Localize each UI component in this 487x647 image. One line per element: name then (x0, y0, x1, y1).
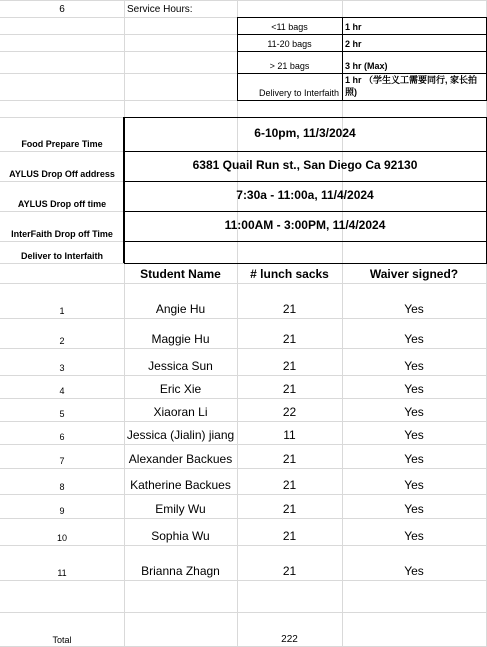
waiver-signed-cell[interactable]: Yes (404, 452, 424, 466)
column-header-student-name[interactable]: Student Name (140, 267, 221, 281)
grid-line (237, 100, 487, 101)
info-value-aylus-drop-off-time[interactable]: 7:30a - 11:00a, 11/4/2024 (236, 188, 374, 202)
waiver-signed-cell[interactable]: Yes (404, 332, 424, 346)
lunch-sacks-cell[interactable]: 22 (282, 405, 297, 419)
bags-cell-3[interactable]: > 21 bags (269, 61, 310, 71)
lunch-sacks-cell[interactable]: 21 (282, 302, 297, 316)
row-number-cell[interactable]: 6 (59, 432, 65, 442)
row-number-cell[interactable]: 3 (59, 363, 65, 373)
row-number-cell[interactable]: 5 (59, 409, 65, 419)
student-name-cell[interactable]: Brianna Zhagn (141, 564, 220, 578)
waiver-signed-cell[interactable]: Yes (404, 359, 424, 373)
lunch-sacks-cell[interactable]: 21 (282, 564, 297, 578)
bags-cell-1[interactable]: <11 bags (271, 22, 308, 32)
grid-line (0, 580, 487, 581)
info-value-drop-off-address[interactable]: 6381 Quail Run st., San Diego Ca 92130 (192, 158, 418, 172)
bags-cell-2[interactable]: 11-20 bags (267, 39, 312, 49)
waiver-signed-cell[interactable]: Yes (404, 502, 424, 516)
total-label[interactable]: Total (52, 635, 72, 645)
row-number-cell[interactable]: 4 (59, 386, 65, 396)
lunch-sacks-cell[interactable]: 21 (282, 452, 297, 466)
student-name-cell[interactable]: Emily Wu (155, 502, 206, 516)
info-label-deliver-to-interfaith[interactable]: Deliver to Interfaith (20, 251, 103, 261)
info-value-interfaith-drop-off-time[interactable]: 11:00AM - 3:00PM, 11/4/2024 (224, 218, 386, 232)
row-number-cell[interactable]: 2 (59, 336, 65, 346)
waiver-signed-cell[interactable]: Yes (404, 302, 424, 316)
row-number-cell[interactable]: 10 (56, 533, 67, 543)
row-number-cell[interactable]: 9 (59, 506, 65, 516)
student-name-cell[interactable]: Katherine Backues (130, 478, 231, 492)
info-label-drop-off-address[interactable]: AYLUS Drop Off address (9, 169, 115, 179)
student-name-cell[interactable]: Eric Xie (159, 382, 202, 396)
row-number-cell[interactable]: 6 (59, 4, 65, 15)
row-number-cell[interactable]: 11 (57, 568, 67, 578)
info-value-deliver-to-interfaith[interactable] (124, 241, 486, 263)
hours-cell-2[interactable]: 2 hr (345, 39, 362, 49)
row-number-cell[interactable]: 7 (59, 456, 65, 466)
lunch-sacks-cell[interactable]: 21 (282, 359, 297, 373)
student-name-cell[interactable]: Jessica Sun (148, 359, 213, 373)
service-hours-label[interactable]: Service Hours: (127, 4, 193, 15)
info-label-aylus-drop-off-time[interactable]: AYLUS Drop off time (17, 199, 107, 209)
lunch-sacks-cell[interactable]: 21 (282, 332, 297, 346)
column-header-waiver-signed[interactable]: Waiver signed? (369, 267, 459, 281)
lunch-sacks-cell[interactable]: 11 (283, 428, 296, 442)
student-name-cell[interactable]: Sophia Wu (151, 529, 210, 543)
info-label-food-prepare-time[interactable]: Food Prepare Time (21, 139, 103, 149)
waiver-signed-cell[interactable]: Yes (404, 478, 424, 492)
bags-cell-4[interactable]: Delivery to Interfaith (258, 88, 339, 98)
row-number-cell[interactable]: 1 (59, 306, 65, 316)
info-label-interfaith-drop-off-time[interactable]: InterFaith Drop off Time (11, 229, 113, 239)
hours-cell-1[interactable]: 1 hr (345, 22, 362, 32)
waiver-signed-cell[interactable]: Yes (404, 428, 424, 442)
column-header-lunch-sacks[interactable]: # lunch sacks (250, 267, 329, 281)
lunch-sacks-cell[interactable]: 21 (282, 502, 297, 516)
lunch-sacks-cell[interactable]: 21 (282, 382, 297, 396)
waiver-signed-cell[interactable]: Yes (404, 529, 424, 543)
lunch-sacks-cell[interactable]: 21 (282, 478, 297, 492)
student-name-cell[interactable]: Alexander Backues (128, 452, 233, 466)
hours-cell-3[interactable]: 3 hr (Max) (345, 61, 388, 71)
waiver-signed-cell[interactable]: Yes (404, 382, 424, 396)
lunch-sacks-cell[interactable]: 21 (282, 529, 297, 543)
row-number-cell[interactable]: 8 (59, 482, 65, 492)
waiver-signed-cell[interactable]: Yes (404, 564, 424, 578)
student-name-cell[interactable]: Jessica (Jialin) jiang (126, 428, 235, 442)
student-name-cell[interactable]: Maggie Hu (151, 332, 210, 346)
info-value-food-prepare-time[interactable]: 6-10pm, 11/3/2024 (254, 126, 356, 140)
waiver-signed-cell[interactable]: Yes (404, 405, 424, 419)
student-name-cell[interactable]: Xiaoran Li (153, 405, 208, 419)
hours-cell-4[interactable]: 1 hr （学生义工需要同行, 家长拍照) (345, 75, 478, 97)
student-name-cell[interactable]: Angie Hu (155, 302, 206, 316)
total-value[interactable]: 222 (281, 634, 298, 645)
